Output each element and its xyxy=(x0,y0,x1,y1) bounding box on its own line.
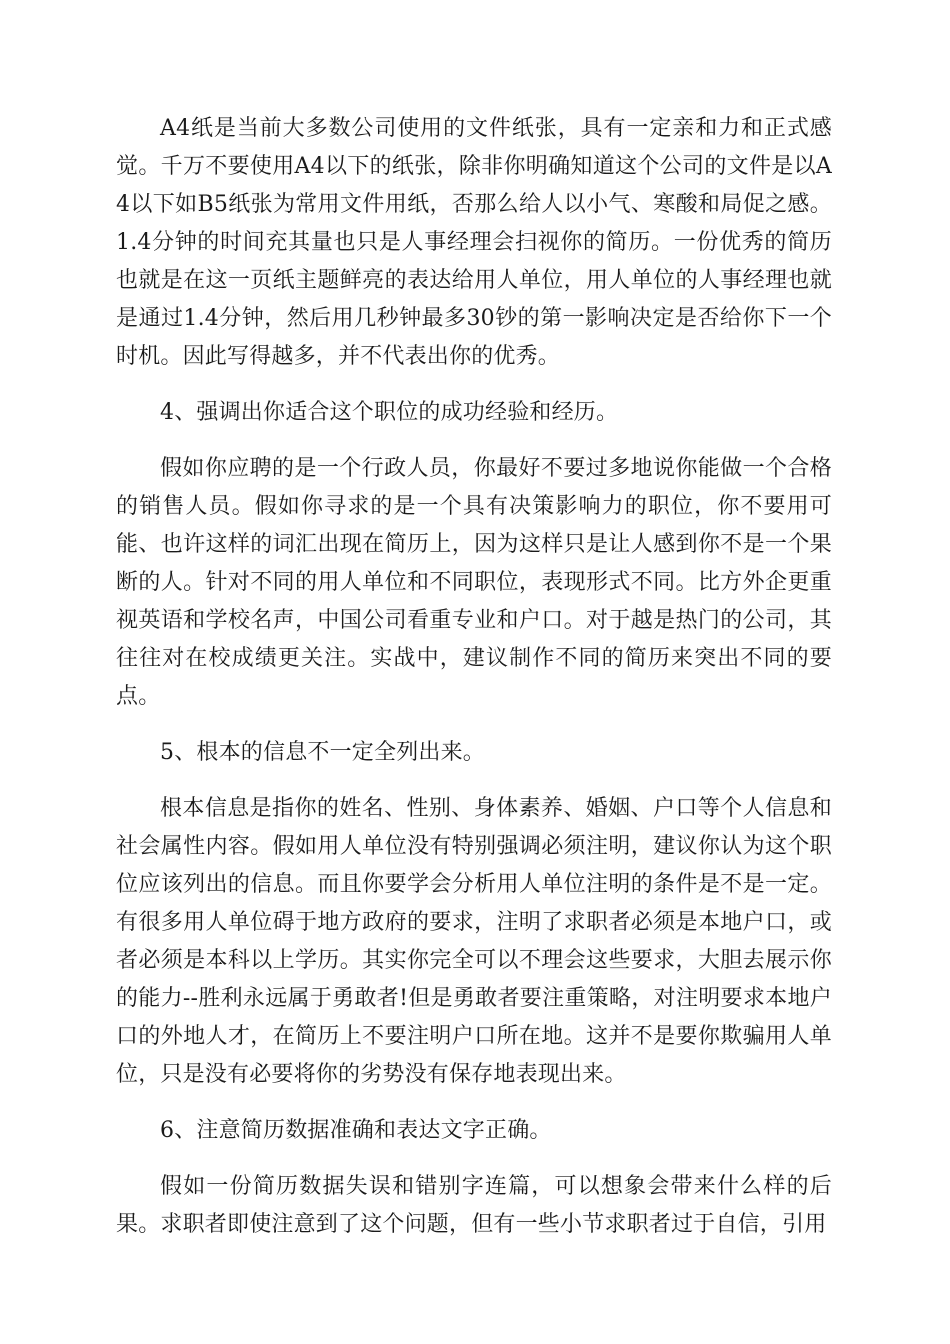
paragraph-point-4-body: 假如你应聘的是一个行政人员，你最好不要过多地说你能做一个合格的销售人员。假如你寻求的是一个具有决策影响力的职位，你不要用可能、也许这样的词汇出现在简历上，因为这样只是让人感到你不是一个果断的人。针对不同的用人单位和不同职位，表现形式不同。比方外企更重视英语和学校名声，中国公司看重专业和户口。对于越是热门的公司，其往往对在校成绩更关注。实战中，建议制作不同的简历来突出不同的要点。 xyxy=(116,456,832,709)
paragraph-point-5-body: 根本信息是指你的姓名、性别、身体素养、婚姻、户口等个人信息和社会属性内容。假如用人单位没有特别强调必须注明，建议你认为这个职位应该列出的信息。而且你要学会分析用人单位注明的条件是不是一定。有很多用人单位碍于地方政府的要求，注明了求职者必须是本地户口，或者必须是本科以上学历。其实你完全可以不理会这些要求，大胆去展示你的能力--胜利永远属于勇敢者!但是勇敢者要注重策略，对注明要求本地户口的外地人才，在简历上不要注明户口所在地。这并不是要你欺骗用人单位，只是没有必要将你的劣势没有保存地表现出来。 xyxy=(116,796,832,1087)
paragraph-point-6-body: 假如一份简历数据失误和错别字连篇，可以想象会带来什么样的后果。求职者即使注意到了这个问题，但有一些小节求职者过于自信，引用 xyxy=(116,1174,832,1237)
paragraph-gap xyxy=(116,772,832,790)
paragraph-gap xyxy=(116,376,832,394)
document-body xyxy=(116,110,832,1244)
paragraph-gap xyxy=(116,1150,832,1168)
paragraph-gap xyxy=(116,432,832,450)
heading-point-6: 6、注意简历数据准确和表达文字正确。 xyxy=(160,1118,552,1143)
paragraph-a4-paper: A4纸是当前大多数公司使用的文件纸张，具有一定亲和力和正式感觉。千万不要使用A4以下的纸张，除非你明确知道这个公司的文件是以A4以下如B5纸张为常用文件用纸，否那么给人以小气、寒酸和局促之感。1.4分钟的时间充其量也只是人事经理会扫视你的简历。一份优秀的简历也就是在这一页纸主题鲜亮的表达给用人单位，用人单位的人事经理也就是通过1.4分钟，然后用几秒钟最多30钞的第一影响决定是否给你下一个时机。因此写得越多，并不代表出你的优秀。 xyxy=(116,116,832,369)
heading-point-4: 4、强调出你适合这个职位的成功经验和经历。 xyxy=(160,400,619,425)
paragraph-gap xyxy=(116,716,832,734)
heading-point-5: 5、根本的信息不一定全列出来。 xyxy=(160,740,485,765)
paragraph-gap xyxy=(116,1094,832,1112)
